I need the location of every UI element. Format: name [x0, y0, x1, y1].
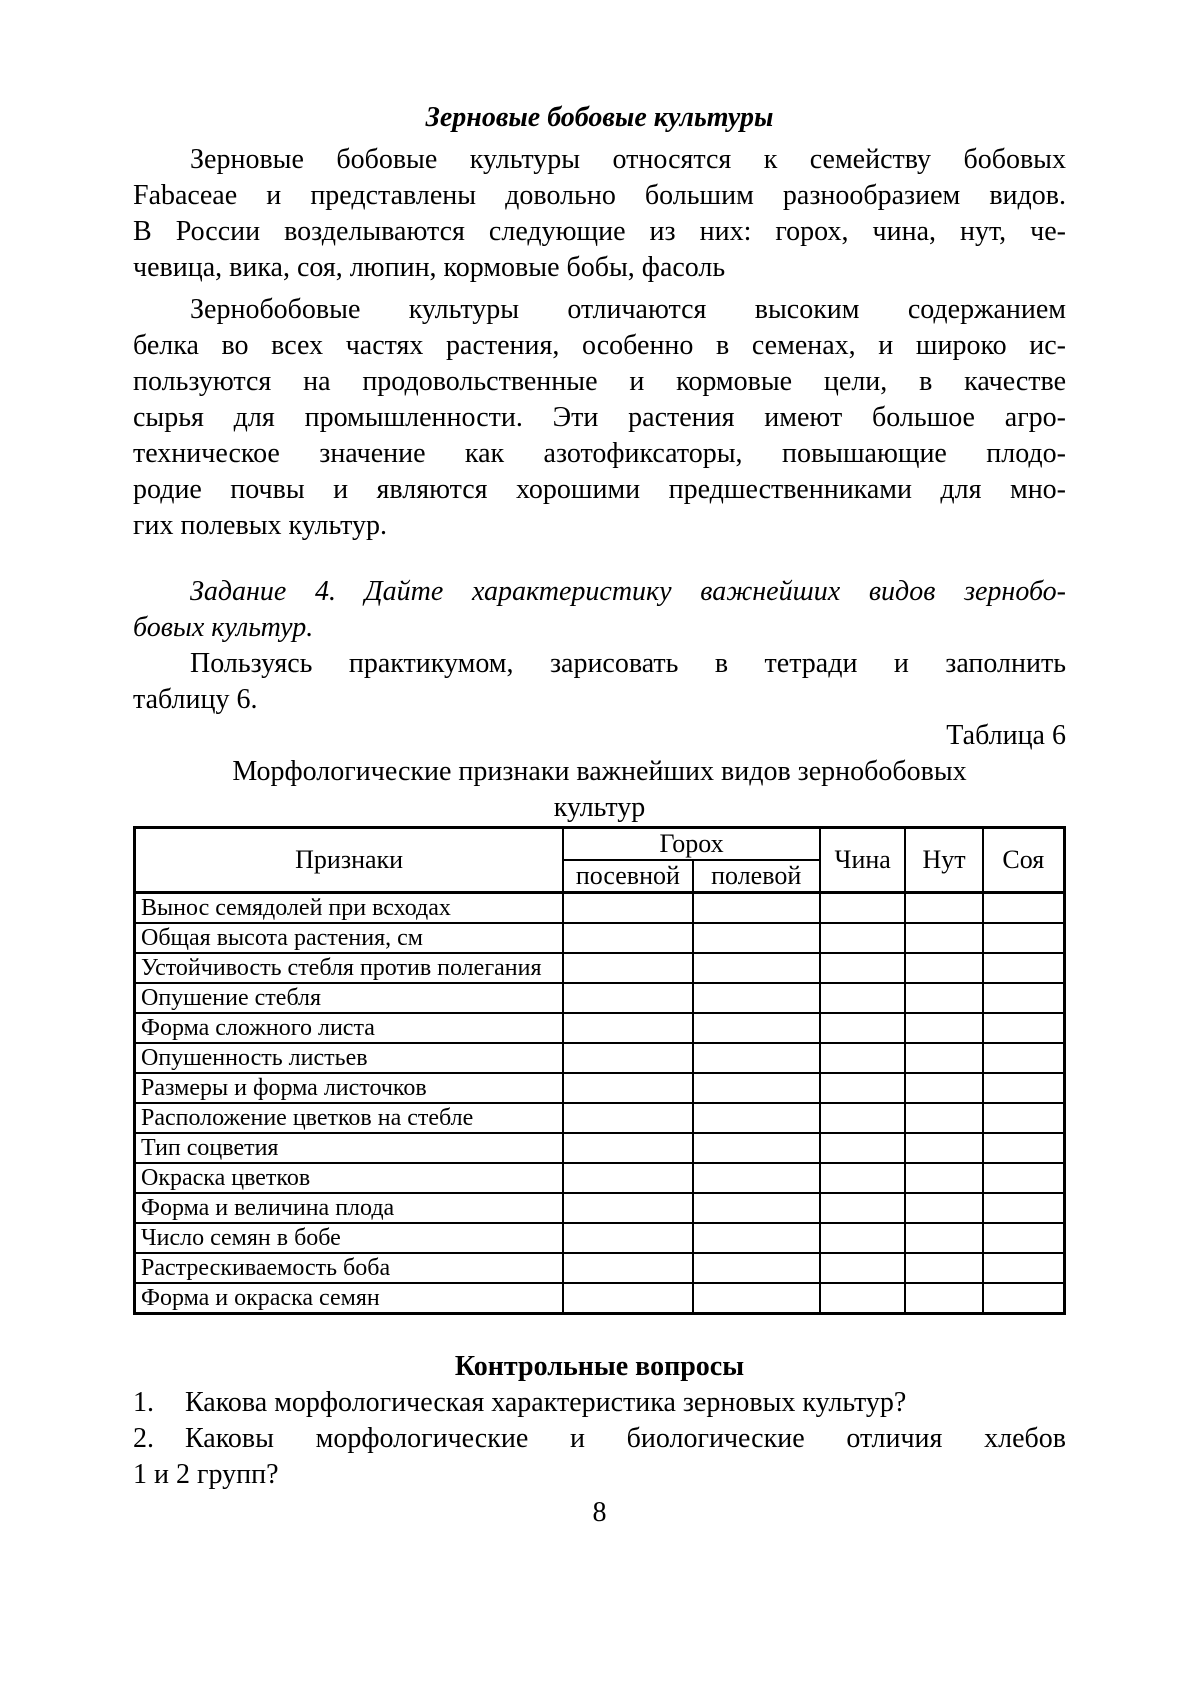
trait-label-cell: Тип соцветия: [135, 1133, 564, 1163]
trait-label-cell: Опушение стебля: [135, 983, 564, 1013]
empty-fill-cell: [693, 1043, 820, 1073]
text-line: техническое значение как азотофиксаторы, повышающие плодо-: [133, 438, 1066, 469]
empty-fill-cell: [983, 1283, 1065, 1314]
empty-fill-cell: [983, 893, 1065, 924]
empty-fill-cell: [905, 923, 982, 953]
text-line: Задание 4. Дайте характеристику важнейших видов зернобо-: [190, 576, 1066, 607]
trait-label-cell: Форма и окраска семян: [135, 1283, 564, 1314]
empty-fill-cell: [563, 1013, 692, 1043]
empty-fill-cell: [820, 1193, 906, 1223]
table-row: [135, 923, 1065, 953]
text-line: культур: [553, 792, 646, 823]
trait-label-cell: Форма сложного листа: [135, 1013, 564, 1043]
header-cell-field-peas: полевой: [693, 860, 820, 893]
text-line: пользуются на продовольственные и кормовые цели, в качестве: [133, 366, 1066, 397]
empty-fill-cell: [905, 1253, 982, 1283]
empty-fill-cell: [563, 1163, 692, 1193]
empty-fill-cell: [693, 1223, 820, 1253]
trait-label-cell: Общая высота растения, см: [135, 923, 564, 953]
header-cell-peas-group: Горох: [563, 828, 820, 861]
empty-fill-cell: [693, 1013, 820, 1043]
header-cell-traits: Признаки: [135, 828, 564, 893]
empty-fill-cell: [905, 983, 982, 1013]
empty-fill-cell: [905, 1103, 982, 1133]
empty-fill-cell: [563, 1253, 692, 1283]
empty-fill-cell: [820, 1253, 906, 1283]
empty-fill-cell: [563, 1073, 692, 1103]
empty-fill-cell: [563, 1133, 692, 1163]
empty-fill-cell: [693, 953, 820, 983]
text-line: таблицу 6.: [133, 684, 258, 715]
empty-fill-cell: [563, 953, 692, 983]
trait-label-cell: Форма и величина плода: [135, 1193, 564, 1223]
header-cell-nut: Нут: [905, 828, 982, 893]
empty-fill-cell: [983, 923, 1065, 953]
table-row: [135, 1013, 1065, 1043]
table-row: [135, 1163, 1065, 1193]
empty-fill-cell: [820, 923, 906, 953]
table-row: [135, 1043, 1065, 1073]
task-statement: [133, 574, 1066, 646]
table-row: [135, 1223, 1065, 1253]
text-line: Зерновые бобовые культуры относятся к семейству бобовых: [190, 144, 1066, 175]
empty-fill-cell: [693, 1103, 820, 1133]
header-cell-sowing-peas: посевной: [563, 860, 692, 893]
empty-fill-cell: [820, 953, 906, 983]
empty-fill-cell: [905, 1073, 982, 1103]
empty-fill-cell: [905, 1163, 982, 1193]
table-number-label: Таблица 6: [946, 720, 1066, 751]
task-instruction: [133, 646, 1066, 718]
trait-label-cell: Размеры и форма листочков: [135, 1073, 564, 1103]
empty-fill-cell: [820, 1013, 906, 1043]
text-line: гих полевых культур.: [133, 510, 388, 541]
question-text: Каковы морфологические и биологические отличия хлебов: [185, 1423, 1066, 1454]
empty-fill-cell: [563, 983, 692, 1013]
questions-heading: Контрольные вопросы: [454, 1351, 745, 1382]
empty-fill-cell: [693, 1283, 820, 1314]
trait-label-cell: Устойчивость стебля против полегания: [135, 953, 564, 983]
text-line: чевица, вика, соя, люпин, кормовые бобы, фасоль: [133, 252, 726, 283]
empty-fill-cell: [693, 923, 820, 953]
table-row: [135, 1103, 1065, 1133]
question-item: [133, 1385, 1066, 1421]
text-line: Пользуясь практикумом, зарисовать в тетради и заполнить: [190, 648, 1066, 679]
empty-fill-cell: [983, 1163, 1065, 1193]
table-header-row-1: [135, 828, 1065, 861]
table-row: [135, 1253, 1065, 1283]
text-line: Fabaceae и представлены довольно большим разнообразием видов.: [133, 180, 1066, 211]
empty-fill-cell: [905, 893, 982, 924]
empty-fill-cell: [983, 1043, 1065, 1073]
empty-fill-cell: [693, 983, 820, 1013]
empty-fill-cell: [983, 1013, 1065, 1043]
empty-fill-cell: [563, 1223, 692, 1253]
text-line: Зернобобовые культуры отличаются высоким содержанием: [190, 294, 1066, 325]
question-number: 1.: [133, 1387, 154, 1418]
empty-fill-cell: [693, 1193, 820, 1223]
empty-fill-cell: [983, 983, 1065, 1013]
empty-fill-cell: [693, 1133, 820, 1163]
empty-fill-cell: [905, 1043, 982, 1073]
table-row: [135, 1193, 1065, 1223]
empty-fill-cell: [693, 893, 820, 924]
empty-fill-cell: [820, 1043, 906, 1073]
trait-label-cell: Число семян в бобе: [135, 1223, 564, 1253]
page-number: 8: [592, 1497, 607, 1528]
text-line: родие почвы и являются хорошими предшественниками для мно-: [133, 474, 1066, 505]
empty-fill-cell: [983, 1193, 1065, 1223]
empty-fill-cell: [820, 1103, 906, 1133]
question-continuation: 1 и 2 групп?: [133, 1459, 279, 1490]
text-line: белка во всех частях растения, особенно в семенах, и широко ис-: [133, 330, 1066, 361]
empty-fill-cell: [820, 1133, 906, 1163]
empty-fill-cell: [820, 1073, 906, 1103]
table-row: [135, 893, 1065, 924]
header-cell-china: Чина: [820, 828, 906, 893]
empty-fill-cell: [563, 1193, 692, 1223]
morphology-table: [133, 826, 1066, 1315]
trait-label-cell: Опушенность листьев: [135, 1043, 564, 1073]
empty-fill-cell: [820, 1283, 906, 1314]
empty-fill-cell: [563, 1283, 692, 1314]
trait-label-cell: Вынос семядолей при всходах: [135, 893, 564, 924]
question-number: 2.: [133, 1423, 154, 1454]
empty-fill-cell: [693, 1073, 820, 1103]
empty-fill-cell: [693, 1163, 820, 1193]
trait-label-cell: Растрескиваемость боба: [135, 1253, 564, 1283]
question-item: [133, 1421, 1066, 1457]
empty-fill-cell: [983, 1133, 1065, 1163]
empty-fill-cell: [905, 953, 982, 983]
text-line: Морфологические признаки важнейших видов зернобобовых: [232, 756, 967, 787]
page-content: [133, 0, 1066, 1531]
table-row: [135, 1283, 1065, 1314]
trait-label-cell: Окраска цветков: [135, 1163, 564, 1193]
empty-fill-cell: [905, 1133, 982, 1163]
empty-fill-cell: [905, 1013, 982, 1043]
empty-fill-cell: [563, 1043, 692, 1073]
intro-paragraph-2: [133, 292, 1066, 544]
empty-fill-cell: [820, 893, 906, 924]
text-line: бовых культур.: [133, 612, 314, 643]
empty-fill-cell: [983, 1223, 1065, 1253]
table-row: [135, 983, 1065, 1013]
empty-fill-cell: [983, 1073, 1065, 1103]
questions-list: [133, 1385, 1066, 1493]
table-row: [135, 953, 1065, 983]
empty-fill-cell: [905, 1193, 982, 1223]
table-row: [135, 1073, 1065, 1103]
empty-fill-cell: [820, 1163, 906, 1193]
page-title: Зерновые бобовые культуры: [425, 102, 774, 133]
empty-fill-cell: [905, 1283, 982, 1314]
question-text: Какова морфологическая характеристика зерновых культур?: [185, 1387, 907, 1418]
empty-fill-cell: [983, 1253, 1065, 1283]
table-body: [135, 893, 1065, 1314]
empty-fill-cell: [983, 1103, 1065, 1133]
empty-fill-cell: [820, 1223, 906, 1253]
table-caption: [133, 754, 1066, 826]
empty-fill-cell: [820, 983, 906, 1013]
empty-fill-cell: [563, 893, 692, 924]
empty-fill-cell: [563, 923, 692, 953]
empty-fill-cell: [563, 1103, 692, 1133]
empty-fill-cell: [905, 1223, 982, 1253]
text-line: В России возделываются следующие из них: горох, чина, нут, че-: [133, 216, 1066, 247]
table-row: [135, 1133, 1065, 1163]
empty-fill-cell: [693, 1253, 820, 1283]
empty-fill-cell: [983, 953, 1065, 983]
trait-label-cell: Расположение цветков на стебле: [135, 1103, 564, 1133]
header-cell-soy: Соя: [983, 828, 1065, 893]
text-line: сырья для промышленности. Эти растения имеют большое агро-: [133, 402, 1066, 433]
intro-paragraph-1: [133, 142, 1066, 286]
